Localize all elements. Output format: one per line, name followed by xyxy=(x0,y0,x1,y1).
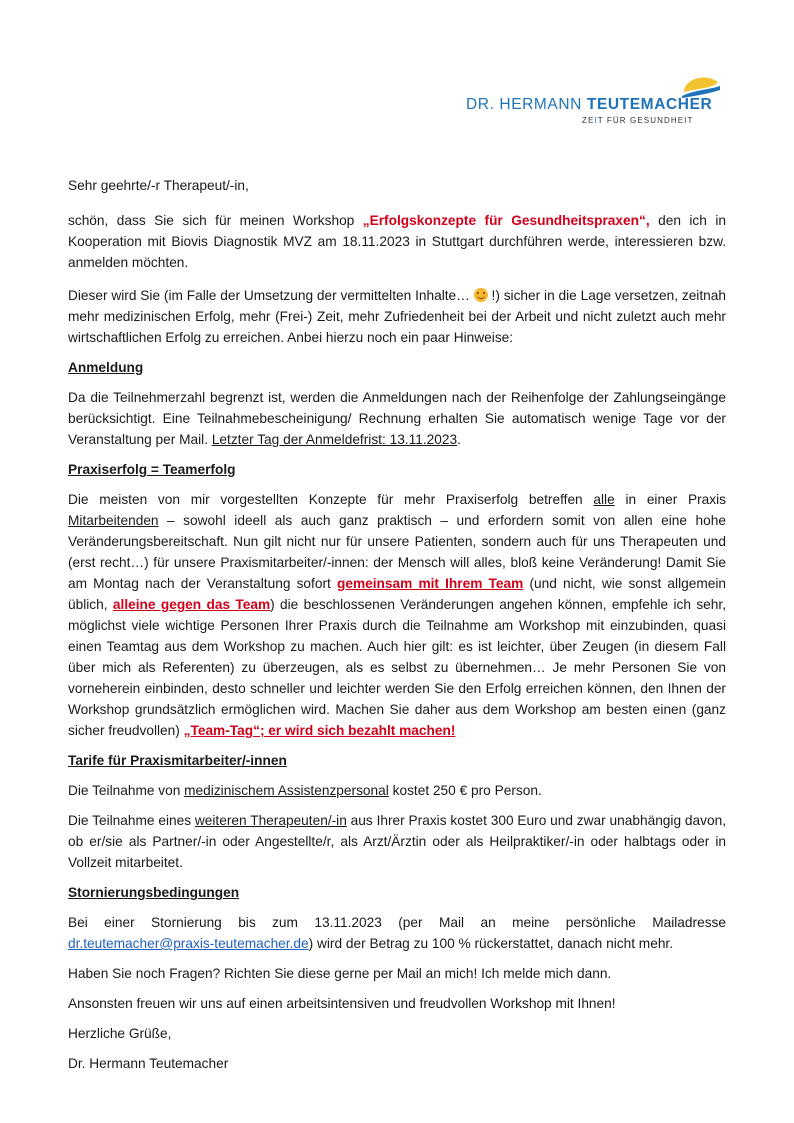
storno-text-a: Bei einer Stornierung bis zum 13.11.2023 (per Mail an meine persönliche Mailadresse xyxy=(68,915,726,930)
intro-text-b: den ich in Kooperation mit Biovis Diagnostik MVZ am 18.11.2023 in Stuttgart durchführen werde, interessieren bzw. anmelden möchten. xyxy=(68,213,726,270)
therapeuten-term: weiteren Therapeuten/-in xyxy=(194,813,347,828)
praxiserfolg-text-1: Die meisten von mir vorgestellten Konzepte für mehr Praxiserfolg betreffen xyxy=(68,492,594,507)
emphasis-alleine: alleine gegen das Team xyxy=(112,597,271,612)
tarife-paragraph-2 xyxy=(68,810,726,873)
praxiserfolg-text-5: ) die beschlossenen Veränderungen angehen können, empfehle ich sehr, möglichst viele wichtige Personen Ihrer Praxis durch die Teilnahme am Workshop mit einzubinden, quasi einen Teamtag aus dem Workshop zu machen. Auch hier gilt: es ist leichter, über Zeugen (in diesem Fall über mich als Referenten) zu überzeugen, als es selbst zu übernehmen… Je mehr Personen Sie von vorneherein einbinden, desto schneller und leichter werden Sie den Erfolg erreichen können, den Ihnen der Workshop grundsätzlich ermöglichen wird. Machen Sie daher aus dem Workshop am besten einen (ganz sicher freudvollen) xyxy=(68,597,726,738)
tarife-text-1a: Die Teilnahme von xyxy=(68,783,185,798)
praxiserfolg-text-4: (und nicht, wie sonst allgemein üblich, xyxy=(68,576,726,612)
heading-storno: Stornierungsbedingungen xyxy=(68,885,240,900)
heading-anmeldung: Anmeldung xyxy=(68,360,144,375)
storno-paragraph xyxy=(68,912,726,954)
tarife-text-1b: kostet 250 € pro Person. xyxy=(388,783,542,798)
emphasis-team-tag: „Team-Tag“; er wird sich bezahlt machen! xyxy=(183,723,456,738)
praxiserfolg-paragraph xyxy=(68,489,726,741)
emphasis-alle: alle xyxy=(593,492,615,507)
anmeldung-text: Da die Teilnehmerzahl begrenzt ist, werden die Anmeldungen nach der Reihenfolge der Zahlungseingänge berücksichtigt. Eine Teilnahmebescheinigung/ Rechnung erhalten Sie automatisch wenige Tage vor der Veranstaltung per Mail. xyxy=(68,390,726,447)
company-logo xyxy=(466,74,726,130)
logo-tagline-a: ZE xyxy=(582,116,595,125)
anmeldung-end: . xyxy=(457,432,461,447)
heading-praxiserfolg: Praxiserfolg = Teamerfolg xyxy=(68,462,236,477)
benefits-paragraph xyxy=(68,285,726,348)
letter-body xyxy=(68,175,726,1083)
greeting-line: Herzliche Grüße, xyxy=(68,1026,172,1041)
logo-last-name: TEUTEMACHER xyxy=(586,96,713,113)
logo-name xyxy=(466,96,712,114)
assistenzpersonal-term: medizinischem Assistenzpersonal xyxy=(184,783,389,798)
smiling-face-icon xyxy=(474,288,488,302)
emphasis-gemeinsam: gemeinsam mit Ihrem Team xyxy=(336,576,524,591)
storno-text-b: ) wird der Betrag zu 100 % rückerstattet, danach nicht mehr. xyxy=(308,936,674,951)
email-link[interactable]: dr.teutemacher@praxis-teutemacher.de xyxy=(68,936,309,951)
logo-tagline-c: T FÜR GESUNDHEIT xyxy=(597,116,694,125)
logo-tagline-b: I xyxy=(594,116,598,125)
signature: Dr. Hermann Teutemacher xyxy=(68,1056,229,1071)
questions-line: Haben Sie noch Fragen? Richten Sie diese gerne per Mail an mich! Ich melde mich dann. xyxy=(68,966,612,981)
benefits-text-a: Dieser wird Sie (im Falle der Umsetzung der vermittelten Inhalte… xyxy=(68,288,474,303)
tarife-paragraph-1 xyxy=(68,780,726,801)
tarife-text-2b: aus Ihrer Praxis kostet 300 Euro und zwar unabhängig davon, ob er/sie als Partner/-in oder Angestellte/r, als Arzt/Ärztin oder als Heilpraktiker/-in oder halbtags oder in Vollzeit mitarbeitet. xyxy=(68,813,726,870)
intro-text-a: schön, dass Sie sich für meinen Workshop xyxy=(68,213,363,228)
registration-deadline: Letzter Tag der Anmeldefrist: 13.11.2023 xyxy=(211,432,458,447)
logo-tagline xyxy=(582,116,693,125)
tarife-text-2a: Die Teilnahme eines xyxy=(68,813,195,828)
intro-paragraph xyxy=(68,210,726,273)
heading-tarife: Tarife für Praxismitarbeiter/-innen xyxy=(68,753,287,768)
logo-first-name: DR. HERMANN xyxy=(466,96,587,113)
emphasis-mitarbeitende: Mitarbeitenden xyxy=(68,513,159,528)
benefits-text-b: !) sicher in die Lage versetzen, zeitnah mehr medizinischen Erfolg, mehr (Frei-) Zeit, mehr Zufriedenheit bei der Arbeit und nicht zuletzt auch mehr wirtschaftlichen Erfolg zu erreichen. Anbei hierzu noch ein paar Hinweise: xyxy=(68,288,726,345)
praxiserfolg-text-2: in einer Praxis xyxy=(614,492,726,507)
anmeldung-paragraph xyxy=(68,387,726,450)
praxiserfolg-text-3: – sowohl ideell als auch ganz praktisch – und erfordern somit von allen eine hohe Veränderungsbereitschaft. Nun gilt nicht nur für unsere Patienten, sondern auch für uns Therapeuten und (erst recht…) für unsere Praxismitarbeiter/-innen: der Mensch will alles, bloß keine Veränderung! Damit Sie am Montag nach der Veranstaltung sofort xyxy=(68,513,726,591)
workshop-title: „Erfolgskonzepte für Gesundheitspraxen“, xyxy=(362,213,650,228)
salutation: Sehr geehrte/-r Therapeut/-in, xyxy=(68,178,249,193)
outlook-line: Ansonsten freuen wir uns auf einen arbeitsintensiven und freudvollen Workshop mit Ihnen! xyxy=(68,996,616,1011)
